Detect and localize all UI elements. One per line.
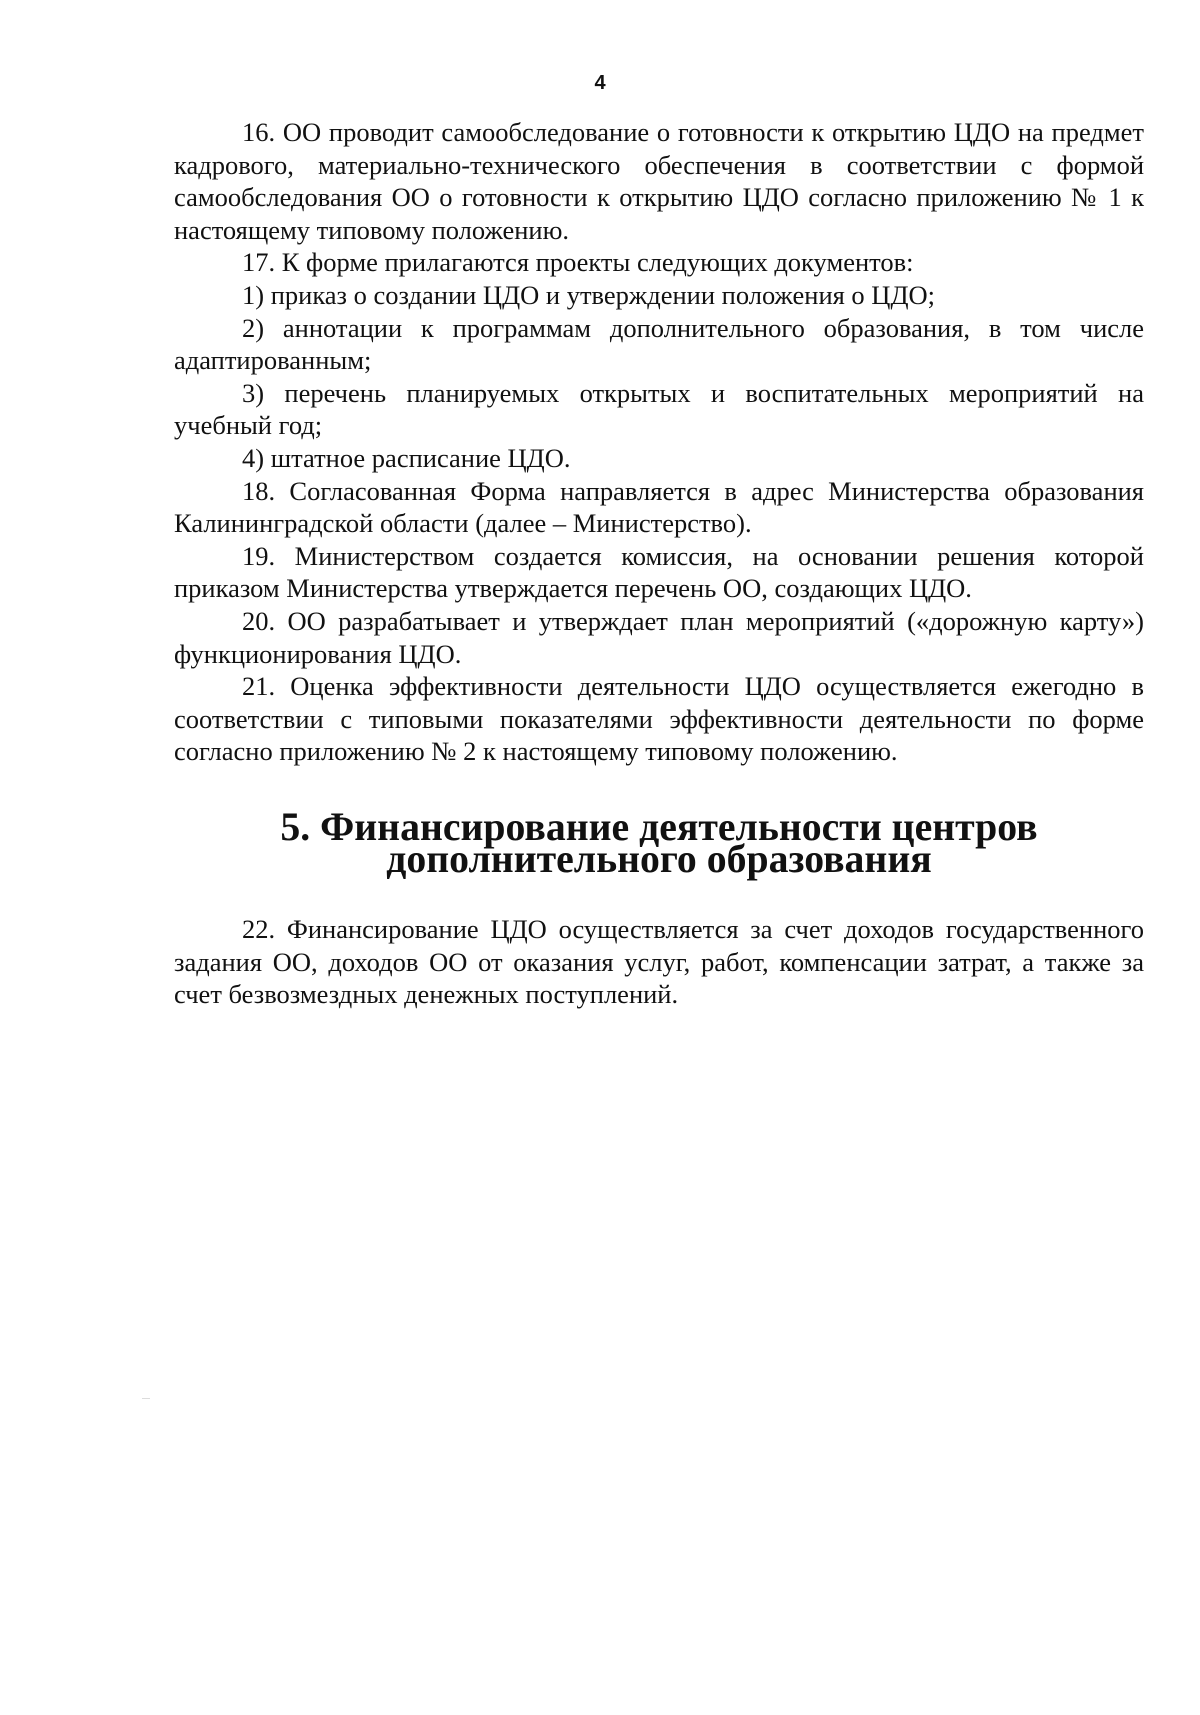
section-5-heading [174,804,1144,882]
paragraph-18: 18. Согласованная Форма направляется в адрес Министерства образования Калининградской области (далее – Министерство). [174,475,1144,539]
list-item-4: 4) штатное расписание ЦДО. [242,442,571,473]
list-item-3: 3) перечень планируемых открытых и воспитательных мероприятий на учебный год; [174,377,1144,441]
paragraph-22: 22. Финансирование ЦДО осуществляется за счет доходов государственного задания ОО, доходов ОО от оказания услуг, работ, компенсации затрат, а также за счет безвозмездных денежных поступлений. [174,914,1144,1010]
paragraph-20: 20. ОО разрабатывает и утверждает план мероприятий («дорожную карту») функционирования ЦДО. [174,605,1144,669]
paragraph-17: 17. К форме прилагаются проекты следующих документов: [242,247,914,278]
list-item-1: 1) приказ о создании ЦДО и утверждении положения о ЦДО; [242,279,936,310]
page-number: 4 [594,72,606,94]
document-body [174,116,1144,1011]
paragraph-19: 19. Министерством создается комиссия, на основании решения которой приказом Министерства утверждается перечень ОО, создающих ЦДО. [174,540,1144,604]
scan-artifact [142,1398,150,1399]
paragraph-16: 16. ОО проводит самообследование о готовности к открытию ЦДО на предмет кадрового, материально-технического обеспечения в соответствии с формой самообследования ОО о готовности к открытию ЦДО согласно приложению № 1 к настоящему типовому положению. [174,117,1144,245]
list-item-2: 2) аннотации к программам дополнительного образования, в том числе адаптированным; [174,312,1144,376]
paragraph-21: 21. Оценка эффективности деятельности ЦДО осуществляется ежегодно в соответствии с типовыми показателями эффективности деятельности по форме согласно приложению № 2 к настоящему типовому положению. [174,671,1144,767]
section-5-heading-line-2: дополнительного образования [386,837,932,882]
section-5-heading-line-1: 5. Финансирование деятельности центров [280,804,1038,849]
